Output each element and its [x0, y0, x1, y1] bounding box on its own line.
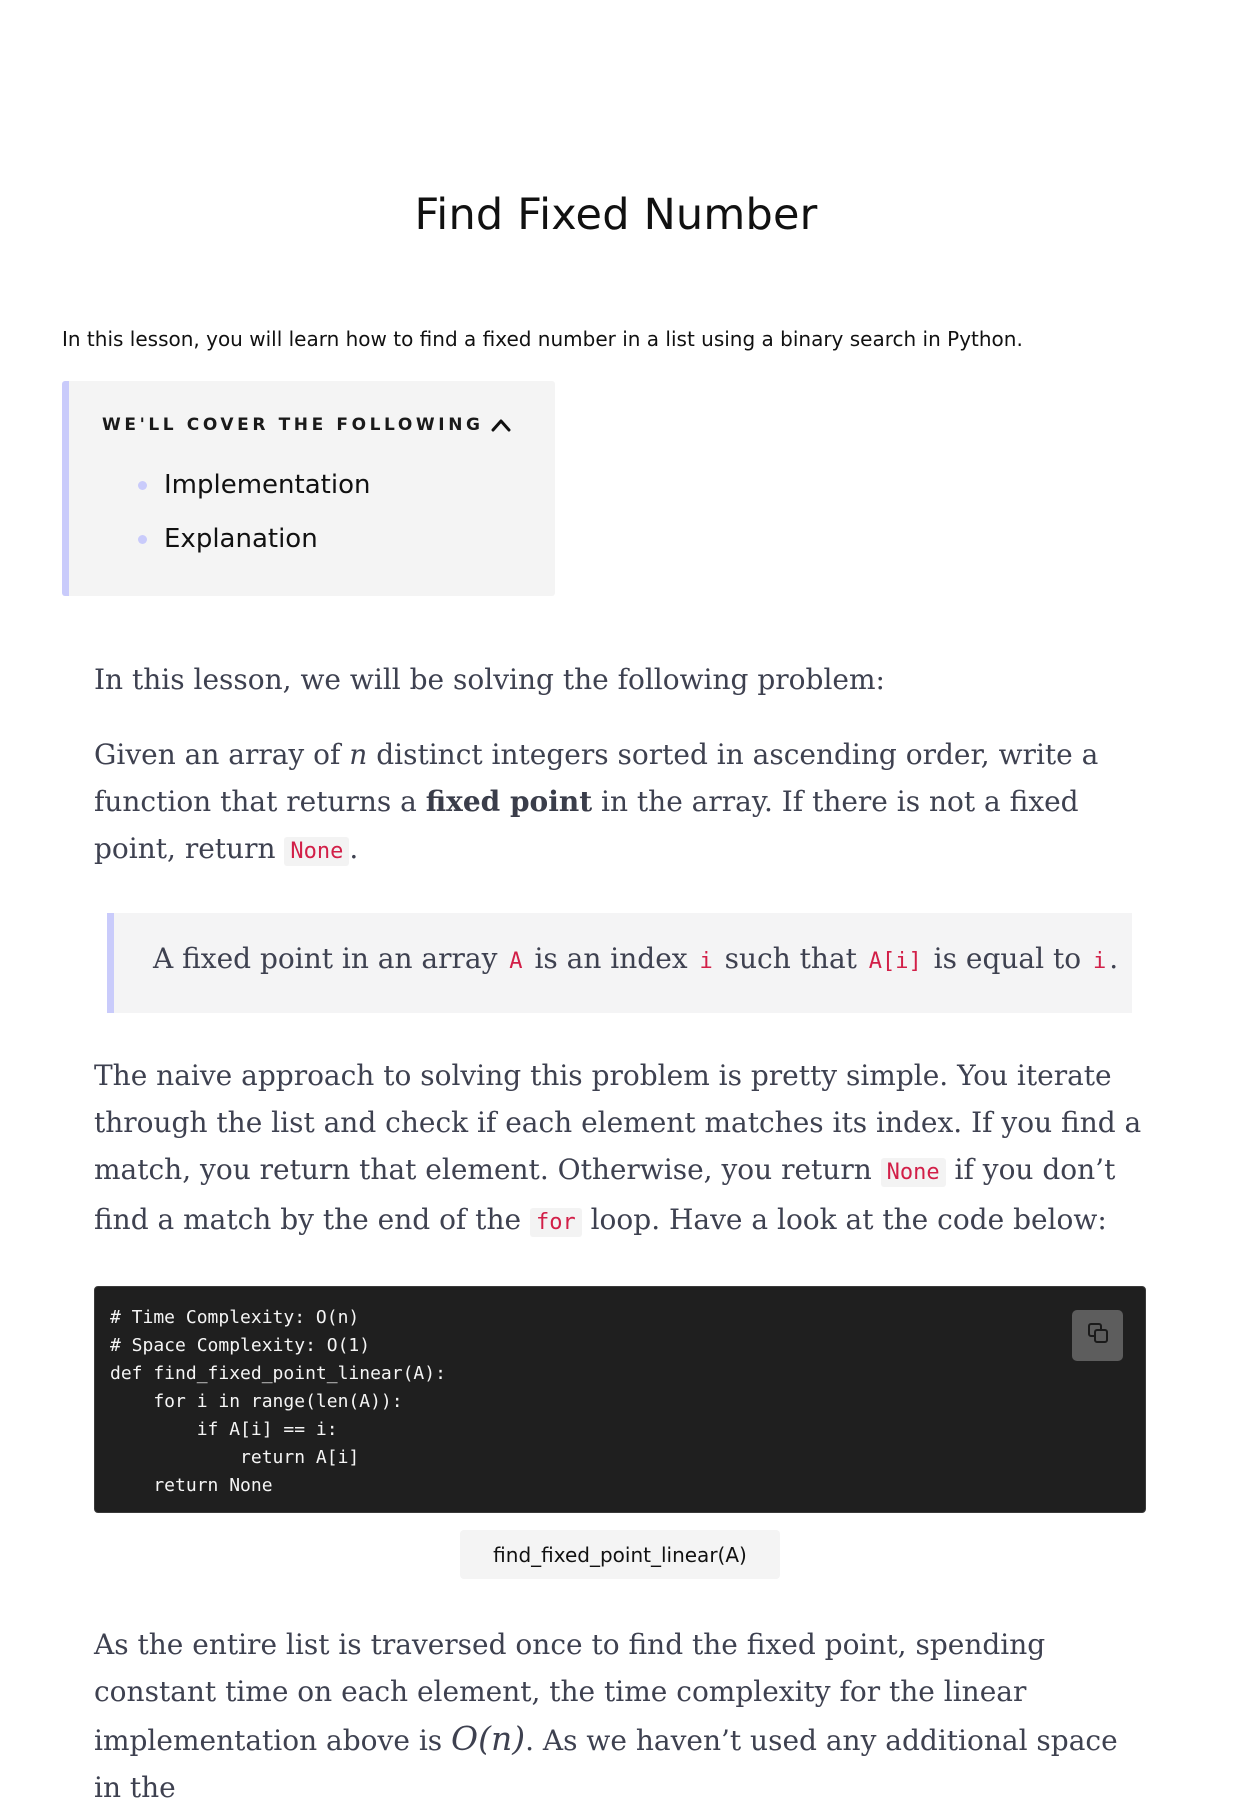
problem-text: distinct integers sorted in ascending order, write a function that returns a	[94, 738, 1099, 818]
analysis-text: . As we haven’t used any additional space in the	[94, 1724, 1118, 1804]
inline-code-none: None	[284, 837, 349, 866]
toc-title: WE'LL COVER THE FOLLOWING	[102, 415, 484, 435]
code-content[interactable]: # Time Complexity: O(n) # Space Complexity: O(1) def find_fixed_point_linear(A): for i in range(len(A)): if A[i] == i: return A[i] return None	[110, 1307, 446, 1496]
problem-paragraph	[94, 731, 1144, 875]
definition-text	[153, 939, 1118, 982]
definition-segment: such that	[715, 942, 866, 975]
definition-segment: is an index	[525, 942, 697, 975]
toc-item-label: Implementation	[164, 470, 371, 500]
lesson-summary: In this lesson, you will learn how to find a fixed number in a list using a binary search in Python.	[62, 327, 1023, 351]
math-variable-n: n	[349, 738, 368, 771]
big-o-notation: O(n)	[451, 1719, 526, 1758]
definition-callout	[107, 913, 1132, 1013]
toc-item-explanation[interactable]	[164, 521, 370, 575]
inline-code-none: None	[881, 1158, 946, 1187]
function-chip[interactable]: find_fixed_point_linear(A)	[460, 1530, 780, 1579]
bullet-icon	[138, 481, 147, 490]
inline-code-i: i	[699, 949, 713, 974]
analysis-text: As the entire list is traversed once to find the fixed point, spending constant time on each element, the time complexity for the linear implementation above is	[94, 1628, 1046, 1757]
problem-text: Given an array of	[94, 738, 350, 771]
naive-approach-paragraph	[94, 1052, 1144, 1246]
bullet-icon	[138, 535, 147, 544]
definition-segment: A fixed point in an array	[153, 942, 507, 975]
copy-button[interactable]	[1072, 1310, 1123, 1361]
inline-code-a: A	[509, 949, 523, 974]
problem-text: in the array. If there is not a fixed point, return	[94, 785, 1079, 865]
chevron-up-icon[interactable]	[490, 417, 512, 433]
inline-code-i: i	[1093, 949, 1107, 974]
toc-item-label: Explanation	[164, 524, 318, 554]
naive-text: The naive approach to solving this problem is pretty simple. You iterate through the list and check if each element matches its index. If you find a match, you return that element. Otherwise, you return	[94, 1059, 1142, 1186]
inline-code-for: for	[530, 1208, 582, 1237]
toc-item-implementation[interactable]	[164, 467, 370, 521]
complexity-paragraph	[94, 1621, 1144, 1811]
definition-segment: is equal to	[924, 942, 1090, 975]
toc-list	[164, 467, 370, 575]
copy-icon	[1086, 1321, 1110, 1350]
bold-term: fixed point	[425, 785, 593, 818]
definition-segment: .	[1109, 942, 1119, 975]
inline-code-a-i: A[i]	[868, 949, 922, 974]
toc-header[interactable]	[102, 415, 512, 435]
table-of-contents	[62, 381, 555, 596]
problem-text: .	[349, 832, 359, 865]
page-title: Find Fixed Number	[414, 190, 818, 240]
code-block[interactable]	[94, 1286, 1146, 1513]
naive-text: if you don’t find a match by the end of the	[94, 1153, 1116, 1236]
naive-text: loop. Have a look at the code below:	[581, 1203, 1107, 1236]
intro-paragraph: In this lesson, we will be solving the following problem:	[94, 663, 885, 696]
